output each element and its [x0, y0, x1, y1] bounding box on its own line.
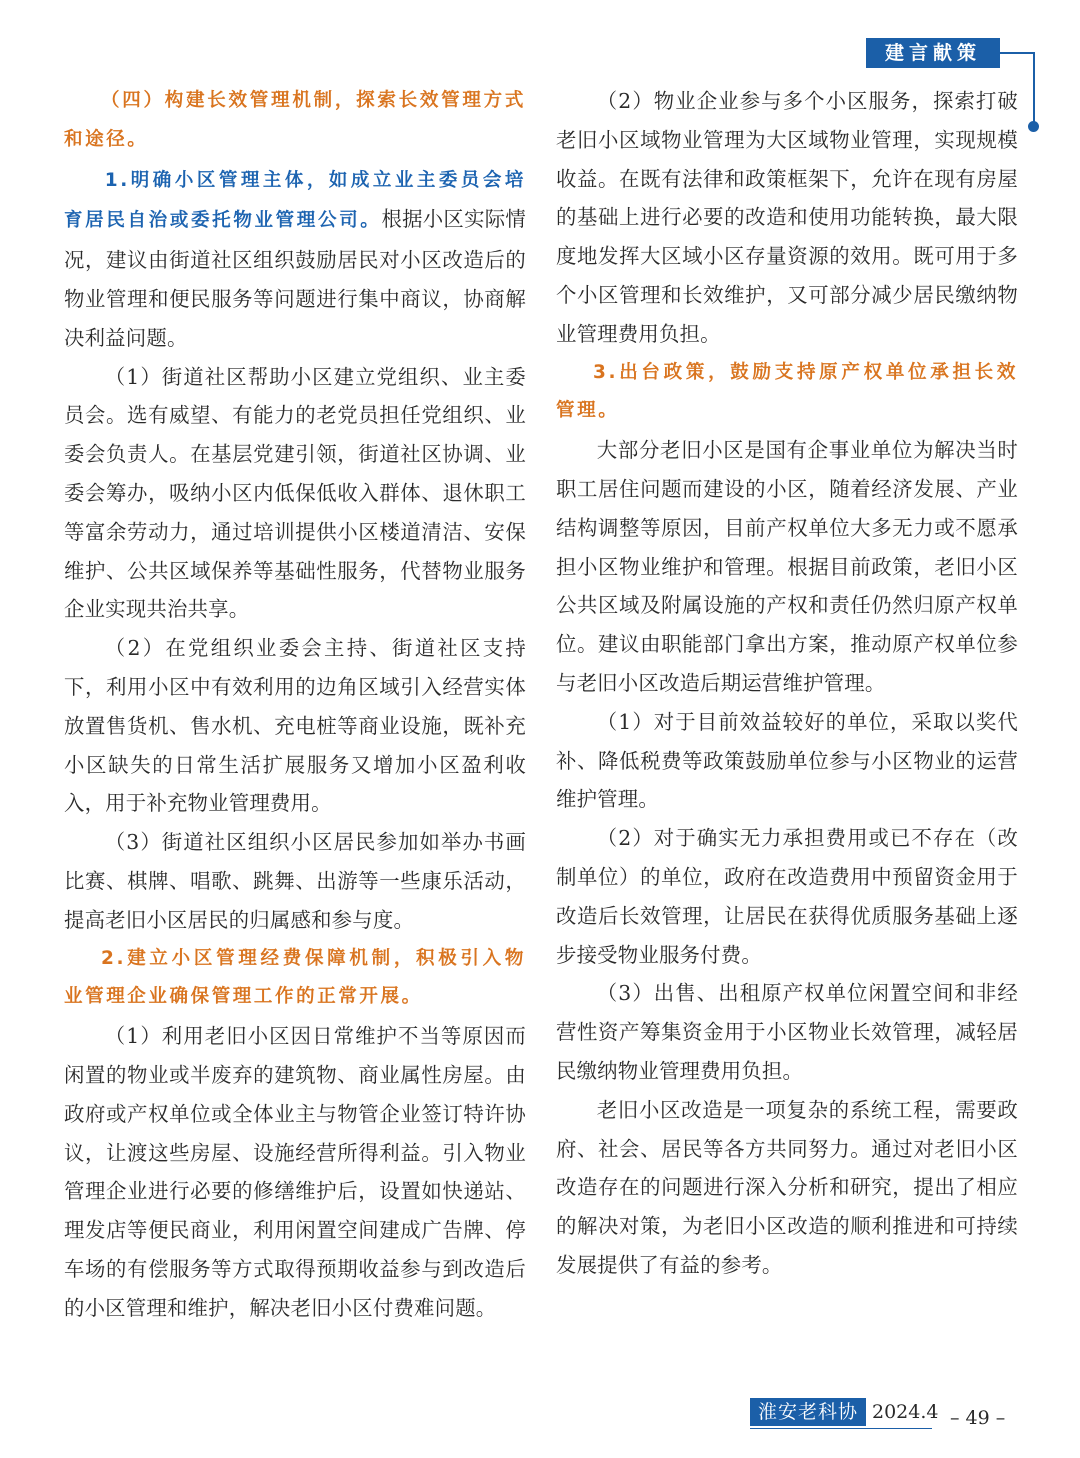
subheading-1: 1.明确小区管理主体，如成立业主委员会培育居民自治或委托物业管理公司。 [64, 169, 526, 232]
paragraph: 大部分老旧小区是国有企事业单位为解决当时职工居住问题而建设的小区，随着经济发展、产业结构调整等原因，目前产权单位大多无力或不愿承担小区物业维护和管理。根据目前政策，老旧小区公共区域及附属设施的产权和责任仍然归原产权单位。建议由职能部门拿出方案，推动原产权单位参与老旧小区改造后期运营维护管理。 [556, 438, 1018, 695]
paragraph: （2）在党组织业委会主持、街道社区支持下，利用小区中有效利用的边角区域引入经营实体放置售货机、售水机、充电桩等商业设施，既补充小区缺失的日常生活扩展服务又增加小区盈利收入，用于补充物业管理费用。 [64, 636, 526, 816]
footer-issue-number: 2024.4 [872, 1401, 939, 1423]
right-column [556, 82, 1018, 1285]
badge-connector-line [1000, 52, 1034, 54]
paragraph: （2）对于确实无力承担费用或已不存在（改制单位）的单位，政府在改造费用中预留资金用于改造后长效管理，让居民在获得优质服务基础上逐步接受物业服务付费。 [556, 826, 1018, 967]
footer-journal-name: 淮安老科协 [750, 1398, 866, 1426]
paragraph: （1）对于目前效益较好的单位，采取以奖代补、降低税费等政策鼓励单位参与小区物业的运营维护管理。 [556, 709, 1018, 812]
paragraph: （2）物业企业参与多个小区服务，探索打破老旧小区域物业管理为大区域物业管理，实现规模收益。在既有法律和政策框架下，允许在现有房屋的基础上进行必要的改造和使用功能转换，最大限度地发挥大区域小区存量资源的效用。既可用于多个小区管理和长效维护，又可部分减少居民缴纳物业管理费用负担。 [556, 89, 1018, 346]
paragraph: （1）街道社区帮助小区建立党组织、业主委员会。选有威望、有能力的老党员担任党组织、业委会负责人。在基层党建引领，街道社区协调、业委会筹办，吸纳小区内低保低收入群体、退休职工等富余劳动力，通过培训提供小区楼道清洁、安保维护、公共区域保养等基础性服务，代替物业服务企业实现共治共享。 [64, 364, 526, 622]
paragraph: （3）街道社区组织小区居民参加如举办书画比赛、棋牌、唱歌、跳舞、出游等一些康乐活动，提高老旧小区居民的归属感和参与度。 [64, 830, 526, 932]
heading-subsection-3: 3.出台政策，鼓励支持原产权单位承担长效管理。 [556, 361, 1018, 422]
paragraph-mixed [64, 160, 526, 358]
paragraph-text: 根据小区实际情况，建议由街道社区组织鼓励居民对小区改造后的物业管理和便民服务等问题进行集中商议，协商解决利益问题。 [64, 207, 526, 350]
heading-subsection-2: 2.建立小区管理经费保障机制，积极引入物业管理企业确保管理工作的正常开展。 [64, 947, 526, 1008]
paragraph: （3）出售、出租原产权单位闲置空间和非经营性资产筹集资金用于小区物业长效管理，减轻居民缴纳物业管理费用负担。 [556, 981, 1018, 1083]
left-column [64, 82, 526, 1328]
badge-dot [1028, 121, 1039, 132]
paragraph: 老旧小区改造是一项复杂的系统工程，需要政府、社会、居民等各方共同努力。通过对老旧小区改造存在的问题进行深入分析和研究，提出了相应的解决对策，为老旧小区改造的顺利推进和可持续发展提供了有益的参考。 [556, 1097, 1018, 1277]
badge-vertical-line [1033, 52, 1035, 124]
paragraph: （1）利用老旧小区因日常维护不当等原因而闲置的物业或半废弃的建筑物、商业属性房屋。由政府或产权单位或全体业主与物管企业签订特许协议，让渡这些房屋、设施经营所得利益。引入物业管理企业进行必要的修缮维护后，设置如快递站、理发店等便民商业，利用闲置空间建成广告牌、停车场的有偿服务等方式取得预期收益参与到改造后的小区管理和维护，解决老旧小区付费难问题。 [64, 1024, 526, 1320]
section-badge: 建言献策 [866, 38, 1000, 68]
footer-page-number: – 49 – [950, 1407, 1006, 1429]
heading-section-4: （四）构建长效管理机制，探索长效管理方式和途径。 [64, 90, 526, 150]
footer-rule [750, 1428, 932, 1429]
